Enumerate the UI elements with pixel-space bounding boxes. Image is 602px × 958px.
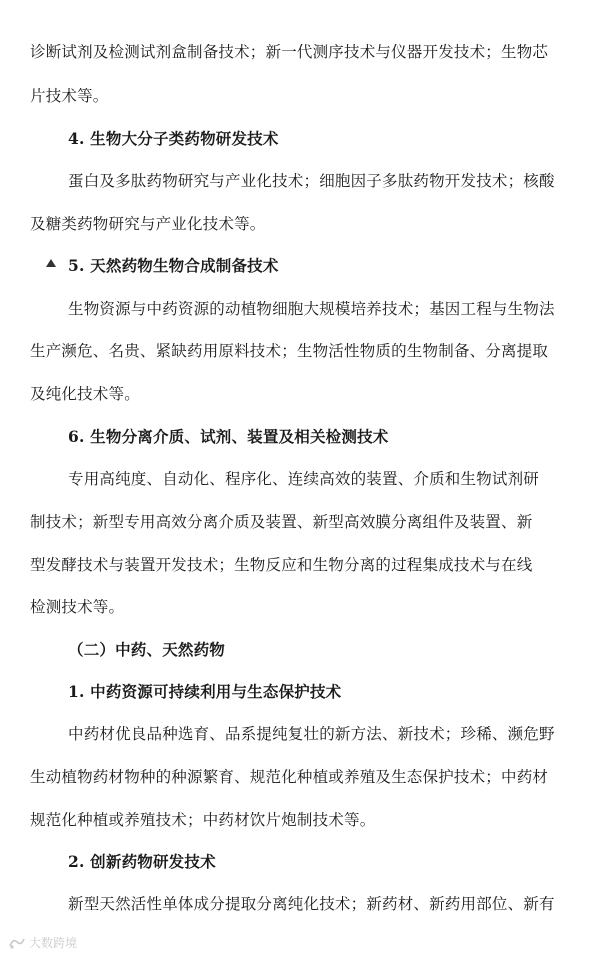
paragraph-line: 及纯化技术等。 xyxy=(30,385,140,403)
paragraph-line: 蛋白及多肽药物研究与产业化技术；细胞因子多肽药物开发技术；核酸 xyxy=(68,172,555,190)
paragraph-line: 生产濒危、名贵、紧缺药用原料技术；生物活性物质的生物制备、分离提取 xyxy=(30,342,549,360)
paragraph-line: 制技术；新型专用高效分离介质及装置、新型高效膜分离组件及装置、新 xyxy=(30,513,533,531)
paragraph-line: 专用高纯度、自动化、程序化、连续高效的装置、介质和生物试剂研 xyxy=(68,470,540,488)
collapse-triangle-icon[interactable] xyxy=(46,259,56,267)
paragraph-line: 规范化种植或养殖技术；中药材饮片炮制技术等。 xyxy=(30,811,376,829)
section-heading: （二）中药、天然药物 xyxy=(68,640,226,659)
paragraph-line: 中药材优良品种选育、品系提纯复壮的新方法、新技术；珍稀、濒危野 xyxy=(68,725,555,743)
paragraph-line: 生动植物药材物种的种源繁育、规范化种植或养殖及生态保护技术；中药材 xyxy=(30,768,549,786)
watermark-text: 大数跨境 xyxy=(29,936,78,950)
paragraph-line: 及糖类药物研究与产业化技术等。 xyxy=(30,215,266,233)
section-heading: 5. 天然药物生物合成制备技术 xyxy=(68,256,279,275)
section-heading: 2. 创新药物研发技术 xyxy=(68,852,216,871)
paragraph-line: 型发酵技术与装置开发技术；生物反应和生物分离的过程集成技术与在线 xyxy=(30,556,533,574)
paragraph-line: 检测技术等。 xyxy=(30,598,125,616)
paragraph-line: 生物资源与中药资源的动植物细胞大规模培养技术；基因工程与生物法 xyxy=(68,300,555,318)
paragraph-line: 片技术等。 xyxy=(30,87,109,105)
paragraph-line: 新型天然活性单体成分提取分离纯化技术；新药材、新药用部位、新有 xyxy=(68,895,555,913)
section-heading: 1. 中药资源可持续利用与生态保护技术 xyxy=(68,682,342,701)
watermark-logo-icon xyxy=(8,936,26,950)
watermark xyxy=(8,935,77,951)
paragraph-line: 诊断试剂及检测试剂盒制备技术；新一代测序技术与仪器开发技术；生物芯 xyxy=(30,43,549,61)
section-heading: 4. 生物大分子类药物研发技术 xyxy=(68,129,279,148)
section-heading: 6. 生物分离介质、试剂、装置及相关检测技术 xyxy=(68,427,389,446)
